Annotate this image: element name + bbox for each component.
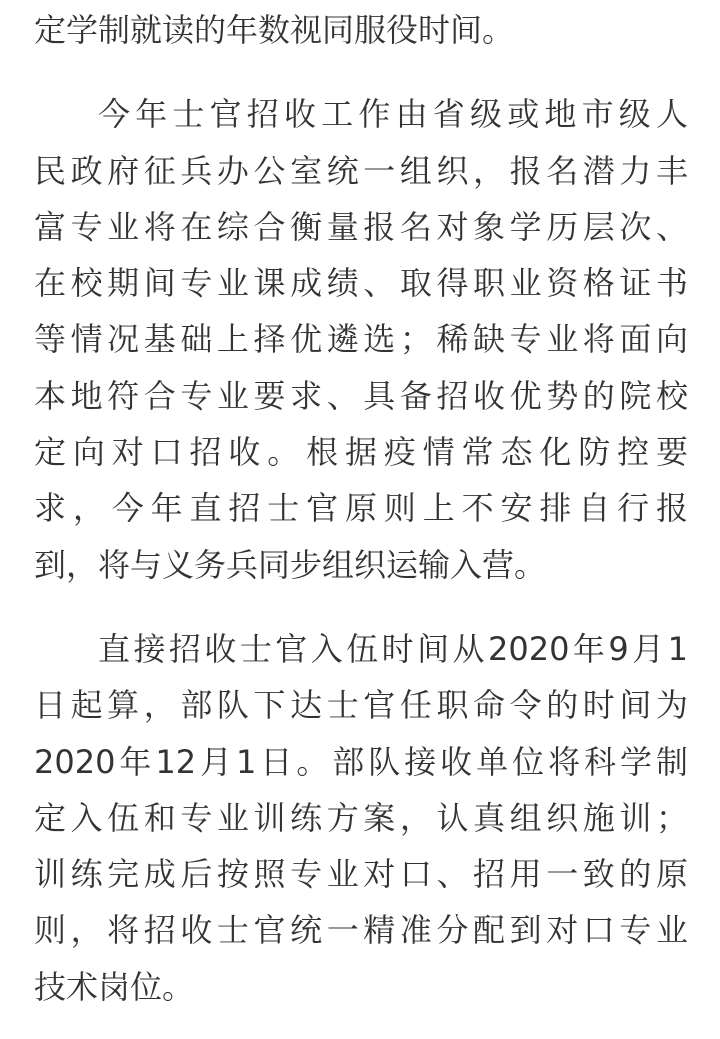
- text-line: 训练完成后按照专业对口、招用一致的原: [34, 855, 688, 894]
- text-line: 直接招收士官入伍时间从2020年9月1: [98, 629, 688, 668]
- text-line: 技术岗位。: [34, 967, 195, 1006]
- text-line: 本地符合专业要求、具备招收优势的院校: [34, 376, 688, 415]
- text-line: 定向对口招收。根据疫情常态化防控要: [34, 433, 688, 472]
- paragraph: [34, 86, 688, 593]
- text-line: 2020年12月1日。部队接收单位将科学制: [34, 742, 688, 781]
- text-line: 求，今年直招士官原则上不安排自行报: [34, 489, 688, 528]
- text-line: 等情况基础上择优遴选；稀缺专业将面向: [34, 320, 688, 359]
- paragraph: [34, 621, 688, 1015]
- text-line: 则，将招收士官统一精准分配到对口专业: [34, 911, 688, 950]
- text-line: 富专业将在综合衡量报名对象学历层次、: [34, 207, 688, 246]
- paragraph: [34, 2, 688, 58]
- text-line: 日起算，部队下达士官任职命令的时间为: [34, 686, 688, 725]
- text-line: 在校期间专业课成绩、取得职业资格证书: [34, 264, 688, 303]
- text-line: 民政府征兵办公室统一组织，报名潜力丰: [34, 151, 688, 190]
- text-line: 定入伍和专业训练方案，认真组织施训；: [34, 798, 688, 837]
- text-line: 定学制就读的年数视同服役时间。: [34, 11, 515, 49]
- text-line: 到，将与义务兵同步组织运输入营。: [34, 545, 547, 584]
- text-line: 今年士官招收工作由省级或地市级人: [98, 95, 688, 134]
